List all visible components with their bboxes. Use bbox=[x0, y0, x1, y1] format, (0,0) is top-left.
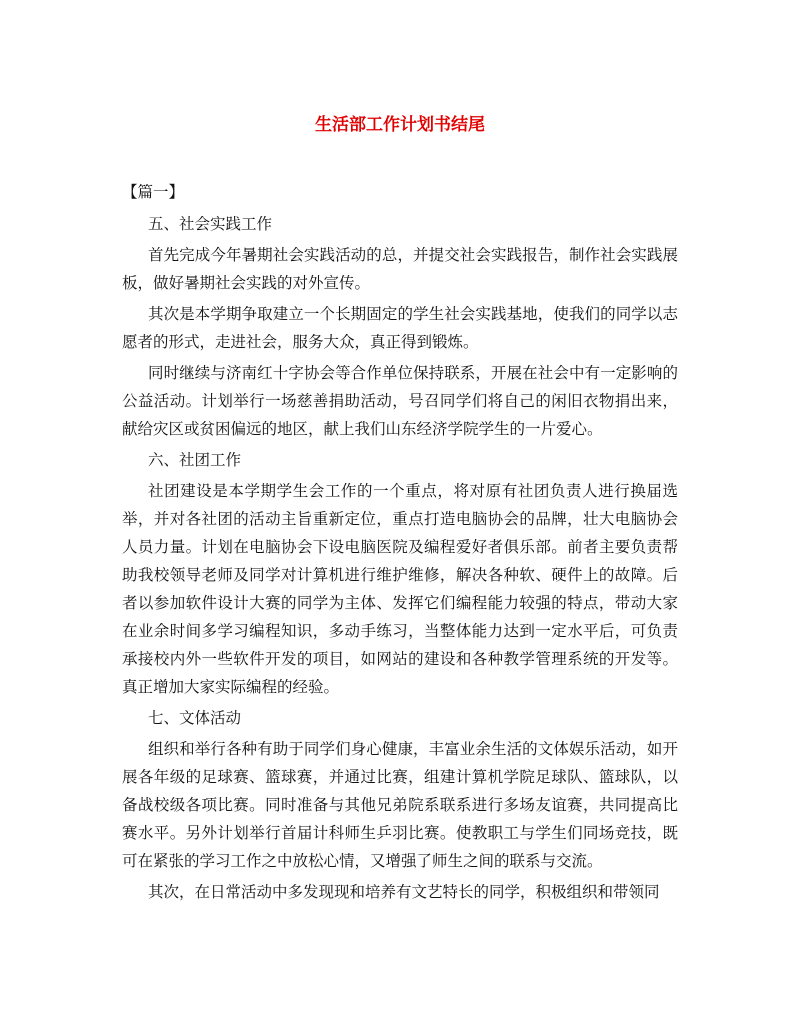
paragraph-4: 社团建设是本学期学生会工作的一个重点，将对原有社团负责人进行换届选举，并对各社团的活动主旨重新定位，重点打造电脑协会的品牌，壮大电脑协会人员力量。计划在电脑协会下设电脑医院及编程爱好者俱乐部。前者主要负责帮助我校领导老师及同学对计算机进行维护维修，解决各种软、硬件上的故障。后者以参加软件设计大赛的同学为主体、发挥它们编程能力较强的特点，带动大家在业余时间多学习编程知识，多动手练习，当整体能力达到一定水平后，可负责承接校内外一些软件开发的项目，如网站的建设和各种教学管理系统的开发等。真正增加大家实际编程的经验。 bbox=[122, 482, 678, 696]
section-tag: 【篇一】 bbox=[122, 183, 185, 201]
paragraph-3: 同时继续与济南红十字协会等合作单位保持联系，开展在社会中有一定影响的公益活动。计划举行一场慈善捐助活动，号召同学们将自己的闲旧衣物捐出来，献给灾区或贫困偏远的地区，献上我们山东经济学院学生的一片爱心。 bbox=[122, 364, 678, 438]
paragraph-5: 组织和举行各种有助于同学们身心健康，丰富业余生活的文体娱乐活动，如开展各年级的足球赛、篮球赛，并通过比赛，组建计算机学院足球队、篮球队，以备战校级各项比赛。同时准备与其他兄弟院系联系进行多场友谊赛，共同提高比赛水平。另外计划举行首届计科师生乒羽比赛。使教职工与学生们同场竞技，既可在紧张的学习工作之中放松心情，又增强了师生之间的联系与交流。 bbox=[122, 740, 678, 870]
document-title: 生活部工作计划书结尾 bbox=[315, 115, 485, 135]
heading-social-practice: 五、社会实践工作 bbox=[148, 215, 273, 233]
paragraph-6: 其次，在日常活动中多发现现和培养有文艺特长的同学，积极组织和带领同 bbox=[148, 883, 660, 901]
document-body bbox=[122, 178, 678, 909]
paragraph-1: 首先完成今年暑期社会实践活动的总，并提交社会实践报告，制作社会实践展板，做好暑期社会实践的对外宣传。 bbox=[122, 246, 678, 292]
heading-sports-activities: 七、文体活动 bbox=[148, 709, 242, 727]
heading-club-work: 六、社团工作 bbox=[148, 451, 242, 469]
paragraph-2: 其次是本学期争取建立一个长期固定的学生社会实践基地，使我们的同学以志愿者的形式，走进社会，服务大众，真正得到锻炼。 bbox=[122, 305, 678, 351]
